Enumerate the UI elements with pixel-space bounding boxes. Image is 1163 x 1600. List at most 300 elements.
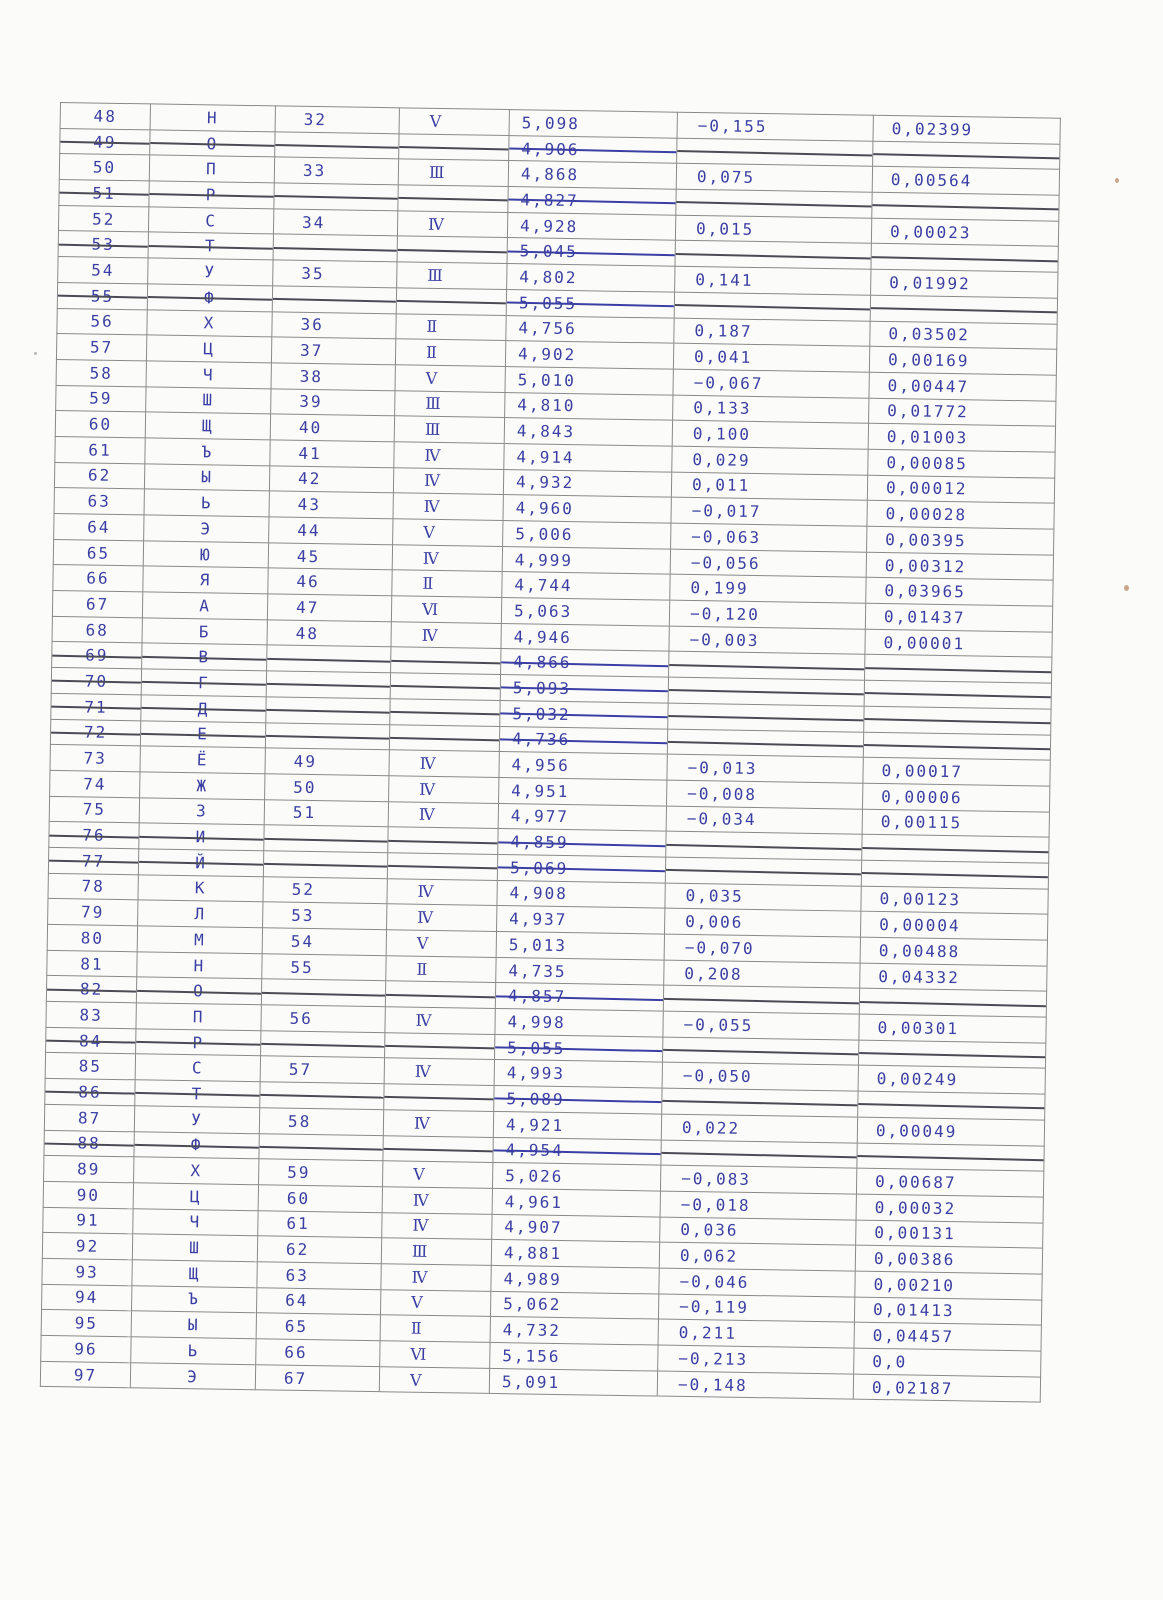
row-squared-deviation: 0,00386 (855, 1245, 1042, 1274)
row-letter: Ц (133, 1183, 258, 1211)
row-group-roman (384, 1084, 494, 1111)
row-deviation: 0,211 (658, 1319, 854, 1348)
row-value: 5,026 (492, 1163, 660, 1191)
row-group-roman: Ⅳ (391, 622, 501, 649)
row-deviation: −0,056 (670, 549, 866, 578)
row-letter: Ч (133, 1208, 258, 1236)
row-number: 53 (58, 231, 148, 258)
row-number: 95 (41, 1310, 131, 1337)
row-letter: Ф (134, 1131, 259, 1159)
row-group-roman: Ⅴ (393, 519, 503, 546)
row-value: 5,013 (496, 931, 664, 959)
row-deviation: −0,018 (660, 1191, 856, 1220)
row-deviation: 0,187 (674, 318, 870, 347)
row-number: 67 (52, 591, 142, 618)
row-squared-deviation: 0,00447 (869, 372, 1056, 401)
row-number: 54 (58, 257, 148, 284)
row-squared-deviation: 0,04332 (860, 963, 1047, 992)
row-value: 4,827 (508, 187, 676, 215)
row-value: 4,977 (498, 803, 666, 831)
row-group-roman: Ⅳ (387, 878, 497, 905)
row-letter: Т (148, 232, 273, 260)
row-number: 88 (44, 1130, 134, 1157)
row-squared-deviation (872, 192, 1059, 221)
row-index: 55 (262, 953, 386, 981)
handwritten-ledger-table (40, 102, 1061, 1403)
row-number: 80 (47, 924, 137, 951)
row-deviation: −0,148 (657, 1371, 853, 1400)
row-index: 53 (263, 902, 387, 930)
paper-speck (1115, 178, 1119, 183)
row-group-roman: Ⅳ (389, 776, 499, 803)
row-group-roman: Ⅳ (393, 467, 503, 494)
row-value: 4,744 (502, 572, 670, 600)
row-index (261, 1031, 385, 1059)
row-group-roman (385, 1032, 495, 1059)
row-letter: Ъ (145, 438, 270, 466)
row-number: 94 (42, 1284, 132, 1311)
row-group-roman (390, 673, 500, 700)
row-deviation (668, 677, 864, 706)
row-letter: У (148, 258, 273, 286)
row-index: 45 (268, 543, 392, 571)
row-index: 35 (273, 260, 397, 288)
row-value: 4,735 (496, 957, 664, 985)
row-value: 4,857 (495, 983, 663, 1011)
row-value: 4,907 (492, 1214, 660, 1242)
row-squared-deviation: 0,00012 (867, 475, 1054, 504)
row-number: 83 (46, 1001, 136, 1028)
row-index: 47 (267, 594, 391, 622)
row-deviation (676, 189, 872, 218)
row-deviation (674, 292, 870, 321)
row-letter: Р (149, 181, 274, 209)
row-deviation: 0,208 (664, 960, 860, 989)
row-index: 62 (257, 1236, 381, 1264)
row-number: 82 (46, 976, 136, 1003)
row-index: 38 (271, 363, 395, 391)
row-group-roman: Ⅵ (380, 1341, 490, 1368)
row-squared-deviation: 0,01437 (865, 603, 1052, 632)
row-squared-deviation: 0,00023 (871, 218, 1058, 247)
row-index: 32 (275, 106, 399, 134)
row-index: 37 (271, 337, 395, 365)
row-number: 68 (52, 616, 142, 643)
row-letter: Ф (147, 284, 272, 312)
row-group-roman (391, 647, 501, 674)
row-squared-deviation: 0,0 (854, 1348, 1041, 1377)
row-value: 4,902 (505, 341, 673, 369)
row-squared-deviation (858, 1091, 1045, 1120)
row-index (265, 722, 389, 750)
row-value: 4,810 (505, 392, 673, 420)
row-squared-deviation: 0,03965 (866, 578, 1053, 607)
row-letter: Ш (146, 386, 271, 414)
row-deviation: −0,034 (666, 806, 862, 835)
row-group-roman: Ⅳ (381, 1264, 491, 1291)
row-group-roman (387, 853, 497, 880)
row-group-roman (388, 827, 498, 854)
row-deviation: 0,011 (671, 472, 867, 501)
row-group-roman: Ⅳ (397, 211, 507, 238)
row-squared-deviation: 0,01003 (868, 423, 1055, 452)
row-number: 60 (55, 411, 145, 438)
row-squared-deviation (873, 141, 1060, 170)
row-letter: Щ (145, 412, 270, 440)
row-letter: Я (143, 566, 268, 594)
row-value: 5,089 (494, 1086, 662, 1114)
row-value: 4,960 (503, 495, 671, 523)
row-letter: В (142, 643, 267, 671)
row-letter: О (150, 130, 275, 158)
row-squared-deviation (857, 1143, 1044, 1172)
row-squared-deviation: 0,02399 (873, 115, 1060, 144)
row-squared-deviation (865, 655, 1052, 684)
row-group-roman (385, 981, 495, 1008)
row-letter: Ю (143, 541, 268, 569)
row-squared-deviation (863, 732, 1050, 761)
row-number: 61 (55, 436, 145, 463)
row-index: 39 (271, 388, 395, 416)
row-deviation: 0,036 (660, 1217, 856, 1246)
row-index: 63 (257, 1262, 381, 1290)
row-group-roman: Ⅳ (389, 750, 499, 777)
row-squared-deviation: 0,03502 (870, 321, 1057, 350)
row-number: 69 (52, 642, 142, 669)
row-letter: С (135, 1054, 260, 1082)
row-value: 5,055 (506, 289, 674, 317)
row-letter: П (149, 155, 274, 183)
row-letter: У (134, 1106, 259, 1134)
row-number: 62 (54, 462, 144, 489)
row-value: 5,032 (500, 700, 668, 728)
row-deviation: −0,055 (663, 1011, 859, 1040)
row-deviation (667, 729, 863, 758)
row-group-roman: Ⅳ (392, 544, 502, 571)
row-deviation (665, 857, 861, 886)
row-deviation: 0,062 (659, 1242, 855, 1271)
row-deviation (669, 652, 865, 681)
row-value: 5,069 (497, 854, 665, 882)
row-squared-deviation: 0,00115 (862, 809, 1049, 838)
row-index (263, 851, 387, 879)
row-squared-deviation: 0,00395 (867, 526, 1054, 555)
row-group-roman (398, 185, 508, 212)
row-group-roman: Ⅳ (385, 1007, 495, 1034)
row-group-roman: Ⅳ (387, 904, 497, 931)
row-deviation: −0,063 (671, 523, 867, 552)
row-deviation: 0,022 (661, 1114, 857, 1143)
row-group-roman: Ⅳ (382, 1212, 492, 1239)
row-deviation (662, 1037, 858, 1066)
row-squared-deviation: 0,00004 (860, 911, 1047, 940)
row-deviation: −0,050 (662, 1063, 858, 1092)
row-letter: Н (150, 104, 275, 132)
row-value: 4,928 (507, 212, 675, 240)
row-index: 33 (274, 157, 398, 185)
row-value: 4,998 (495, 1009, 663, 1037)
row-value: 5,098 (509, 110, 677, 138)
row-group-roman: Ⅳ (383, 1110, 493, 1137)
row-letter: Ш (132, 1234, 257, 1262)
row-value: 4,881 (491, 1240, 659, 1268)
row-squared-deviation (871, 244, 1058, 273)
row-index: 64 (257, 1287, 381, 1315)
row-deviation: 0,100 (672, 420, 868, 449)
row-deviation: 0,035 (665, 883, 861, 912)
row-squared-deviation (864, 706, 1051, 735)
row-index: 34 (273, 209, 397, 237)
row-letter: Э (144, 515, 269, 543)
row-letter: Ы (131, 1311, 256, 1339)
row-squared-deviation: 0,00488 (860, 937, 1047, 966)
row-group-roman: Ⅱ (392, 570, 502, 597)
row-number: 63 (54, 488, 144, 515)
row-group-roman: Ⅲ (398, 159, 508, 186)
row-group-roman: Ⅴ (379, 1366, 489, 1393)
row-letter: Ц (146, 335, 271, 363)
row-number: 81 (47, 950, 137, 977)
row-index (259, 1133, 383, 1161)
row-number: 96 (41, 1335, 131, 1362)
row-deviation: 0,141 (675, 266, 871, 295)
row-number: 56 (57, 308, 147, 335)
row-number: 59 (56, 385, 146, 412)
row-squared-deviation: 0,00564 (872, 167, 1059, 196)
row-number: 76 (49, 822, 139, 849)
row-deviation: 0,041 (673, 343, 869, 372)
row-value: 5,045 (507, 238, 675, 266)
row-deviation: −0,067 (673, 369, 869, 398)
row-index: 52 (263, 876, 387, 904)
row-index: 41 (270, 440, 394, 468)
row-group-roman: Ⅲ (397, 262, 507, 289)
row-number: 91 (43, 1207, 133, 1234)
row-deviation: −0,083 (660, 1165, 856, 1194)
row-index (272, 286, 396, 314)
row-letter: К (138, 874, 263, 902)
row-deviation (675, 241, 871, 270)
row-index (273, 234, 397, 262)
row-letter: Ъ (132, 1285, 257, 1313)
row-group-roman: Ⅳ (394, 442, 504, 469)
row-number: 75 (49, 796, 139, 823)
row-index: 50 (265, 774, 389, 802)
row-value: 5,010 (505, 366, 673, 394)
row-number: 55 (57, 282, 147, 309)
row-letter: С (148, 207, 273, 235)
row-number: 58 (56, 359, 146, 386)
row-value: 4,868 (508, 161, 676, 189)
row-number: 97 (40, 1361, 130, 1388)
row-group-roman (389, 724, 499, 751)
row-value: 4,961 (492, 1188, 660, 1216)
row-deviation (661, 1140, 857, 1169)
row-value: 5,055 (495, 1034, 663, 1062)
row-number: 52 (58, 205, 148, 232)
row-deviation (663, 985, 859, 1014)
row-squared-deviation (861, 860, 1048, 889)
row-letter: Б (142, 618, 267, 646)
row-deviation: −0,013 (667, 754, 863, 783)
row-index: 60 (258, 1185, 382, 1213)
row-letter: М (137, 926, 262, 954)
row-squared-deviation (862, 834, 1049, 863)
row-letter: Х (134, 1157, 259, 1185)
row-index (264, 825, 388, 853)
row-letter: Ч (146, 361, 271, 389)
row-number: 74 (50, 770, 140, 797)
row-group-roman: Ⅴ (383, 1161, 493, 1188)
row-squared-deviation: 0,00249 (858, 1066, 1045, 1095)
row-number: 77 (48, 847, 138, 874)
row-value: 5,006 (503, 521, 671, 549)
row-value: 4,932 (503, 469, 671, 497)
row-index: 51 (264, 799, 388, 827)
row-squared-deviation: 0,00085 (868, 449, 1055, 478)
row-index: 48 (267, 620, 391, 648)
row-group-roman: Ⅴ (386, 930, 496, 957)
row-group-roman: Ⅱ (386, 955, 496, 982)
row-number: 92 (42, 1233, 132, 1260)
row-group-roman: Ⅳ (388, 801, 498, 828)
row-squared-deviation: 0,04457 (854, 1322, 1041, 1351)
row-group-roman (397, 236, 507, 263)
row-value: 5,063 (501, 598, 669, 626)
row-letter: Ь (144, 489, 269, 517)
row-number: 51 (59, 180, 149, 207)
row-deviation: 0,075 (676, 164, 872, 193)
row-index (267, 645, 391, 673)
row-value: 5,091 (489, 1368, 657, 1396)
row-value: 4,999 (502, 546, 670, 574)
row-group-roman: Ⅲ (395, 390, 505, 417)
row-value: 5,093 (500, 675, 668, 703)
row-squared-deviation: 0,01992 (871, 269, 1058, 298)
row-value: 4,914 (504, 443, 672, 471)
row-value: 5,156 (490, 1342, 658, 1370)
row-deviation: −0,213 (658, 1345, 854, 1374)
row-index: 56 (261, 1005, 385, 1033)
row-index: 57 (260, 1056, 384, 1084)
row-deviation: 0,133 (673, 395, 869, 424)
row-squared-deviation: 0,00017 (863, 757, 1050, 786)
row-squared-deviation: 0,02187 (853, 1374, 1040, 1403)
row-number: 70 (51, 668, 141, 695)
row-index: 58 (259, 1108, 383, 1136)
row-value: 4,732 (490, 1317, 658, 1345)
row-deviation (666, 831, 862, 860)
row-deviation: −0,070 (664, 934, 860, 963)
row-letter: Э (130, 1362, 255, 1390)
row-value: 4,908 (497, 880, 665, 908)
row-index (275, 132, 399, 160)
row-squared-deviation: 0,00049 (857, 1117, 1044, 1146)
row-number: 78 (48, 873, 138, 900)
row-letter: П (136, 1003, 261, 1031)
row-squared-deviation: 0,00312 (866, 552, 1053, 581)
row-letter: Ё (140, 746, 265, 774)
row-squared-deviation (870, 295, 1057, 324)
row-number: 65 (53, 539, 143, 566)
row-number: 72 (50, 719, 140, 746)
row-number: 57 (56, 334, 146, 361)
row-index: 36 (272, 311, 396, 339)
row-index: 49 (265, 748, 389, 776)
row-letter: Й (138, 849, 263, 877)
row-value: 4,956 (499, 752, 667, 780)
ledger-body (40, 103, 1060, 1403)
row-number: 49 (60, 128, 150, 155)
row-group-roman: Ⅴ (399, 108, 509, 135)
row-group-roman: Ⅱ (380, 1315, 490, 1342)
row-group-roman: Ⅲ (381, 1238, 491, 1265)
row-number: 86 (45, 1079, 135, 1106)
row-index: 43 (269, 491, 393, 519)
row-index: 61 (258, 1210, 382, 1238)
row-group-roman: Ⅳ (382, 1187, 492, 1214)
row-deviation (662, 1088, 858, 1117)
row-letter: З (139, 797, 264, 825)
row-number: 66 (53, 565, 143, 592)
row-value: 4,954 (493, 1137, 661, 1165)
row-deviation: −0,017 (671, 497, 867, 526)
row-group-roman: Ⅱ (396, 313, 506, 340)
row-number: 71 (51, 693, 141, 720)
row-squared-deviation (858, 1040, 1045, 1069)
row-squared-deviation: 0,00006 (862, 783, 1049, 812)
row-value: 4,802 (507, 264, 675, 292)
row-squared-deviation (859, 989, 1046, 1018)
row-deviation: −0,003 (669, 626, 865, 655)
row-index: 40 (270, 414, 394, 442)
row-squared-deviation: 0,00301 (859, 1014, 1046, 1043)
row-index (274, 183, 398, 211)
row-deviation: 0,006 (665, 908, 861, 937)
row-letter: Ж (140, 772, 265, 800)
row-deviation: −0,008 (667, 780, 863, 809)
row-value: 4,906 (509, 135, 677, 163)
row-index: 46 (268, 568, 392, 596)
row-letter: Ь (131, 1337, 256, 1365)
row-deviation: −0,155 (677, 112, 873, 141)
row-index: 44 (269, 517, 393, 545)
row-deviation (668, 703, 864, 732)
row-value: 4,989 (491, 1265, 659, 1293)
row-deviation: 0,015 (675, 215, 871, 244)
row-letter: Д (141, 695, 266, 723)
row-letter: Г (141, 669, 266, 697)
row-squared-deviation: 0,00210 (855, 1271, 1042, 1300)
paper-speck (34, 352, 37, 355)
row-letter: Ы (144, 464, 269, 492)
row-value: 4,951 (499, 777, 667, 805)
row-squared-deviation: 0,00001 (865, 629, 1052, 658)
row-letter: Р (136, 1029, 261, 1057)
row-value: 4,843 (504, 418, 672, 446)
row-letter: А (142, 592, 267, 620)
row-squared-deviation: 0,01772 (869, 398, 1056, 427)
row-deviation (677, 138, 873, 167)
row-index: 59 (259, 1159, 383, 1187)
row-index: 42 (269, 465, 393, 493)
row-letter: О (136, 977, 261, 1005)
row-value: 4,866 (501, 649, 669, 677)
row-letter: Щ (132, 1260, 257, 1288)
row-value: 4,736 (499, 726, 667, 754)
row-value: 4,993 (494, 1060, 662, 1088)
row-group-roman (396, 288, 506, 315)
